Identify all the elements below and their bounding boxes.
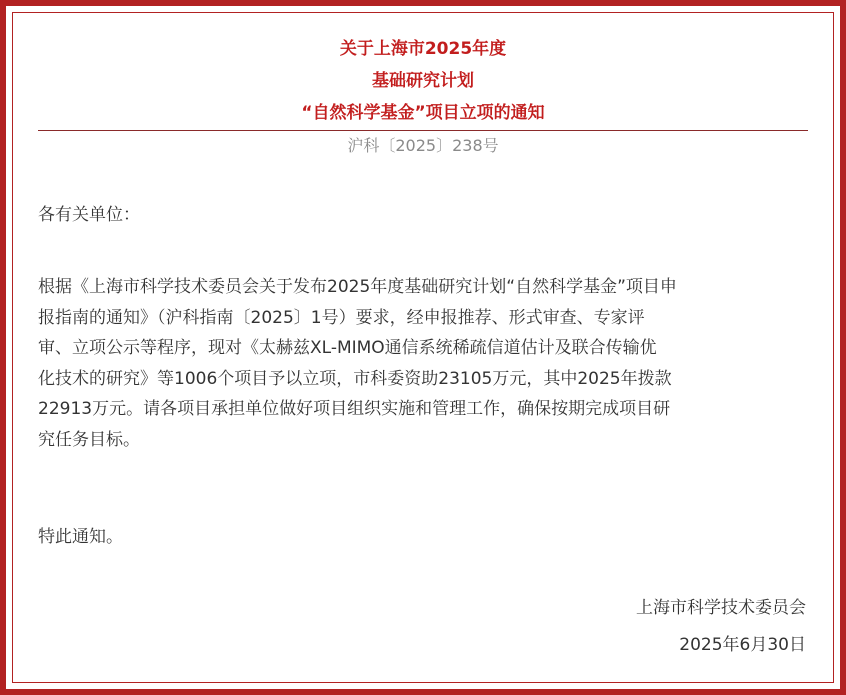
paragraph-line: 究任务目标。 bbox=[38, 429, 140, 450]
issuing-organization: 上海市科学技术委员会 bbox=[636, 598, 806, 618]
notice-title-line-1: 关于上海市2025年度 bbox=[339, 39, 507, 59]
paragraph-line: 审、立项公示等程序，现对《太赫兹XL-MIMO通信系统稀疏信道估计及联合传输优 bbox=[38, 338, 657, 358]
title-divider bbox=[38, 130, 808, 131]
paragraph-line: 化技术的研究》等1006个项目予以立项，市科委资助23105万元，其中2025年拨款 bbox=[38, 368, 672, 389]
notice-title-line-3: “自然科学基金”项目立项的通知 bbox=[301, 103, 545, 123]
salutation: 各有关单位： bbox=[38, 205, 140, 225]
paragraph-line: 22913万元。请各项目承担单位做好项目组织实施和管理工作，确保按期完成项目研 bbox=[38, 399, 671, 419]
paragraph-line: 根据《上海市科学技术委员会关于发布2025年度基础研究计划“自然科学基金”项目申 bbox=[38, 277, 677, 297]
paragraph-line: 报指南的通知》（沪科指南〔2025〕1号）要求，经申报推荐、形式审查、专家评 bbox=[38, 307, 645, 328]
notice-title-line-2: 基础研究计划 bbox=[372, 71, 474, 91]
closing-remark: 特此通知。 bbox=[38, 527, 123, 547]
notice-body-paragraph bbox=[38, 272, 810, 455]
issue-date: 2025年6月30日 bbox=[679, 635, 806, 655]
document-number: 沪科〔2025〕238号 bbox=[347, 136, 499, 155]
